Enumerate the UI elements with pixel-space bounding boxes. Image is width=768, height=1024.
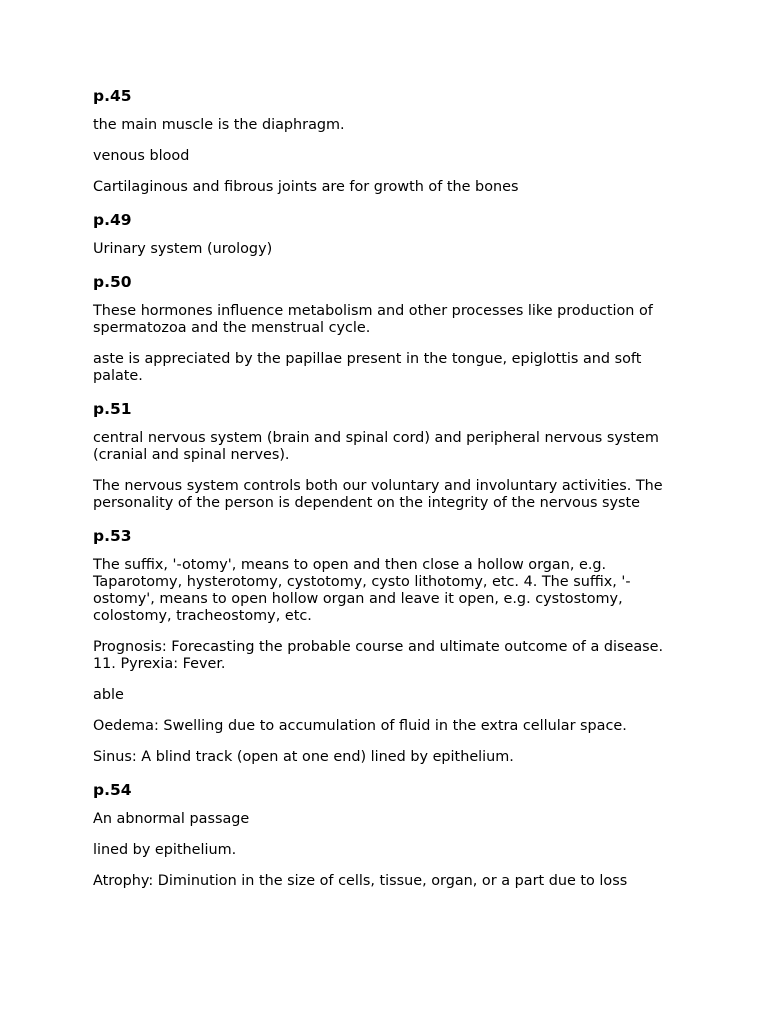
note-paragraph: Prognosis: Forecasting the probable course and ultimate outcome of a disease. 11. Pyrexia: Fever. — [93, 639, 664, 672]
section-p49 — [93, 210, 683, 258]
section-p45 — [93, 86, 683, 196]
note-paragraph: venous blood — [93, 148, 190, 164]
note-paragraph: Sinus: A blind track (open at one end) lined by epithelium. — [93, 749, 514, 765]
note-paragraph: Cartilaginous and fibrous joints are for growth of the bones — [93, 179, 519, 195]
page-reference-heading: p.51 — [93, 400, 132, 418]
note-paragraph: The suffix, '-otomy', means to open and then close a hollow organ, e.g. Taparotomy, hysterotomy, cystotomy, cysto lithotomy, etc. 4. The suffix, '-ostomy', means to open hollow organ and leave it open, e.g. cystostomy, colostomy, tracheostomy, etc. — [93, 557, 631, 624]
note-paragraph: The nervous system controls both our voluntary and involuntary activities. The personality of the person is dependent on the integrity of the nervous syste — [93, 478, 663, 511]
note-paragraph: lined by epithelium. — [93, 842, 237, 858]
note-paragraph: Oedema: Swelling due to accumulation of fluid in the extra cellular space. — [93, 718, 627, 734]
note-paragraph: central nervous system (brain and spinal cord) and peripheral nervous system (cranial and spinal nerves). — [93, 430, 659, 463]
note-paragraph: able — [93, 687, 124, 703]
section-p53 — [93, 526, 683, 766]
page-reference-heading: p.50 — [93, 273, 132, 291]
note-paragraph: An abnormal passage — [93, 811, 250, 827]
page-reference-heading: p.45 — [93, 87, 132, 105]
section-p50 — [93, 272, 683, 385]
document-page — [93, 86, 683, 904]
section-p54 — [93, 780, 683, 890]
note-paragraph: the main muscle is the diaphragm. — [93, 117, 345, 133]
section-p51 — [93, 399, 683, 512]
note-paragraph: Atrophy: Diminution in the size of cells, tissue, organ, or a part due to loss — [93, 873, 628, 889]
note-paragraph: Urinary system (urology) — [93, 241, 273, 257]
page-reference-heading: p.54 — [93, 781, 132, 799]
page-reference-heading: p.49 — [93, 211, 132, 229]
note-paragraph: These hormones influence metabolism and other processes like production of spermatozoa and the menstrual cycle. — [93, 303, 653, 336]
note-paragraph: aste is appreciated by the papillae present in the tongue, epiglottis and soft palate. — [93, 351, 642, 384]
page-reference-heading: p.53 — [93, 527, 132, 545]
